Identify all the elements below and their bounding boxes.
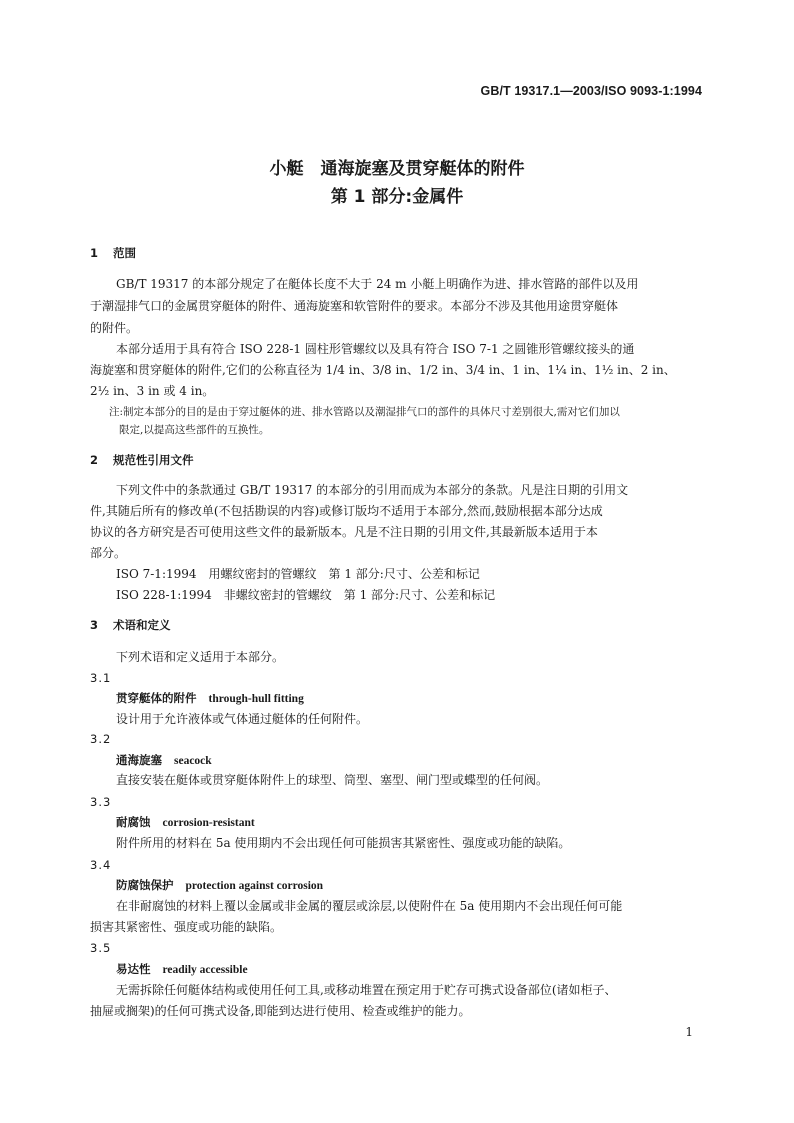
standard-number: GB/T 19317.1—2003/ISO 9093-1:1994: [480, 84, 702, 98]
term-en: protection against corrosion: [185, 880, 324, 892]
section-title: 术语和定义: [113, 618, 171, 632]
paragraph-line: 于潮湿排气口的金属贯穿艇体的附件、通海旋塞和软管附件的要求。本部分不涉及其他用途贯穿艇体: [90, 299, 619, 313]
term-zh: 贯穿艇体的附件: [116, 691, 197, 705]
term-entry: [116, 961, 248, 978]
definition-line: 设计用于允许液体或气体通过艇体的任何附件。: [116, 712, 369, 726]
term-zh: 易达性: [116, 962, 151, 976]
paragraph-line: 海旋塞和贯穿艇体的附件,它们的公称直径为 1/4 in、3/8 in、1/2 in、3/4 in、1 in、1¼ in、1½ in、2 in、: [90, 363, 676, 377]
term-entry: [116, 752, 212, 769]
section-number: 2: [90, 453, 99, 467]
page-number: 1: [685, 1025, 693, 1039]
term-zh: 通海旋塞: [116, 753, 162, 767]
section-number: 1: [90, 246, 99, 260]
definition-line: 直接安装在艇体或贯穿艇体附件上的球型、筒型、塞型、闸门型或蝶型的任何阀。: [116, 773, 549, 787]
term-entry: [116, 690, 304, 707]
section-heading-terms-definitions: [90, 617, 171, 633]
reference-item: ISO 7-1:1994 用螺纹密封的管螺纹 第 1 部分:尺寸、公差和标记: [116, 567, 480, 581]
clause-number: 3.2: [90, 732, 112, 746]
note-line: 限定,以提高这些部件的互换性。: [119, 424, 270, 436]
note-line: 注:制定本部分的目的是由于穿过艇体的进、排水管路以及潮湿排气口的部件的具体尺寸差别很大,需对它们加以: [109, 406, 620, 418]
definition-line: 附件所用的材料在 5a 使用期内不会出现任何可能损害其紧密性、强度或功能的缺陷。: [116, 836, 571, 850]
definition-line: 抽屉或搁架)的任何可携式设备,即能到达进行使用、检查或维护的能力。: [90, 1004, 471, 1018]
document-title-line-2: 第 1 部分:金属件: [330, 187, 464, 207]
term-en: through-hull fitting: [208, 693, 304, 705]
clause-number: 3.4: [90, 858, 112, 872]
paragraph-line: GB/T 19317 的本部分规定了在艇体长度不大于 24 m 小艇上明确作为进、排水管路的部件以及用: [116, 277, 639, 291]
section-number: 3: [90, 618, 99, 632]
reference-item: ISO 228-1:1994 非螺纹密封的管螺纹 第 1 部分:尺寸、公差和标记: [116, 588, 496, 602]
term-entry: [116, 877, 323, 894]
paragraph-line: 本部分适用于具有符合 ISO 228-1 圆柱形管螺纹以及具有符合 ISO 7-1 之圆锥形管螺纹接头的通: [116, 342, 635, 356]
term-entry: [116, 814, 255, 831]
section-heading-scope: [90, 245, 136, 261]
clause-number: 3.5: [90, 941, 112, 955]
paragraph-line: 下列术语和定义适用于本部分。: [116, 650, 285, 664]
paragraph-line: 部分。: [90, 546, 127, 560]
term-en: corrosion-resistant: [162, 817, 255, 829]
section-heading-normative-references: [90, 452, 194, 468]
paragraph-line: 的附件。: [90, 321, 139, 335]
document-title-line-1: 小艇 通海旋塞及贯穿艇体的附件: [269, 159, 525, 179]
section-title: 规范性引用文件: [113, 453, 194, 467]
paragraph-line: 件,其随后所有的修改单(不包括勘误的内容)或修订版均不适用于本部分,然而,鼓励根据本部分达成: [90, 504, 603, 518]
paragraph-line: 下列文件中的条款通过 GB/T 19317 的本部分的引用而成为本部分的条款。凡是注日期的引用文: [116, 483, 629, 497]
term-zh: 耐腐蚀: [116, 815, 151, 829]
clause-number: 3.1: [90, 671, 112, 685]
term-en: seacock: [174, 755, 212, 767]
paragraph-line: 协议的各方研究是否可使用这些文件的最新版本。凡是不注日期的引用文件,其最新版本适用于本: [90, 525, 598, 539]
term-zh: 防腐蚀保护: [116, 878, 174, 892]
definition-line: 在非耐腐蚀的材料上覆以金属或非金属的覆层或涂层,以使附件在 5a 使用期内不会出现任何可能: [116, 899, 623, 913]
definition-line: 无需拆除任何艇体结构或使用任何工具,或移动堆置在预定用于贮存可携式设备部位(诸如柜子、: [116, 983, 617, 997]
paragraph-line: 2½ in、3 in 或 4 in。: [90, 384, 215, 398]
term-en: readily accessible: [162, 964, 248, 976]
clause-number: 3.3: [90, 795, 112, 809]
section-title: 范围: [113, 246, 136, 260]
definition-line: 损害其紧密性、强度或功能的缺陷。: [90, 920, 283, 934]
